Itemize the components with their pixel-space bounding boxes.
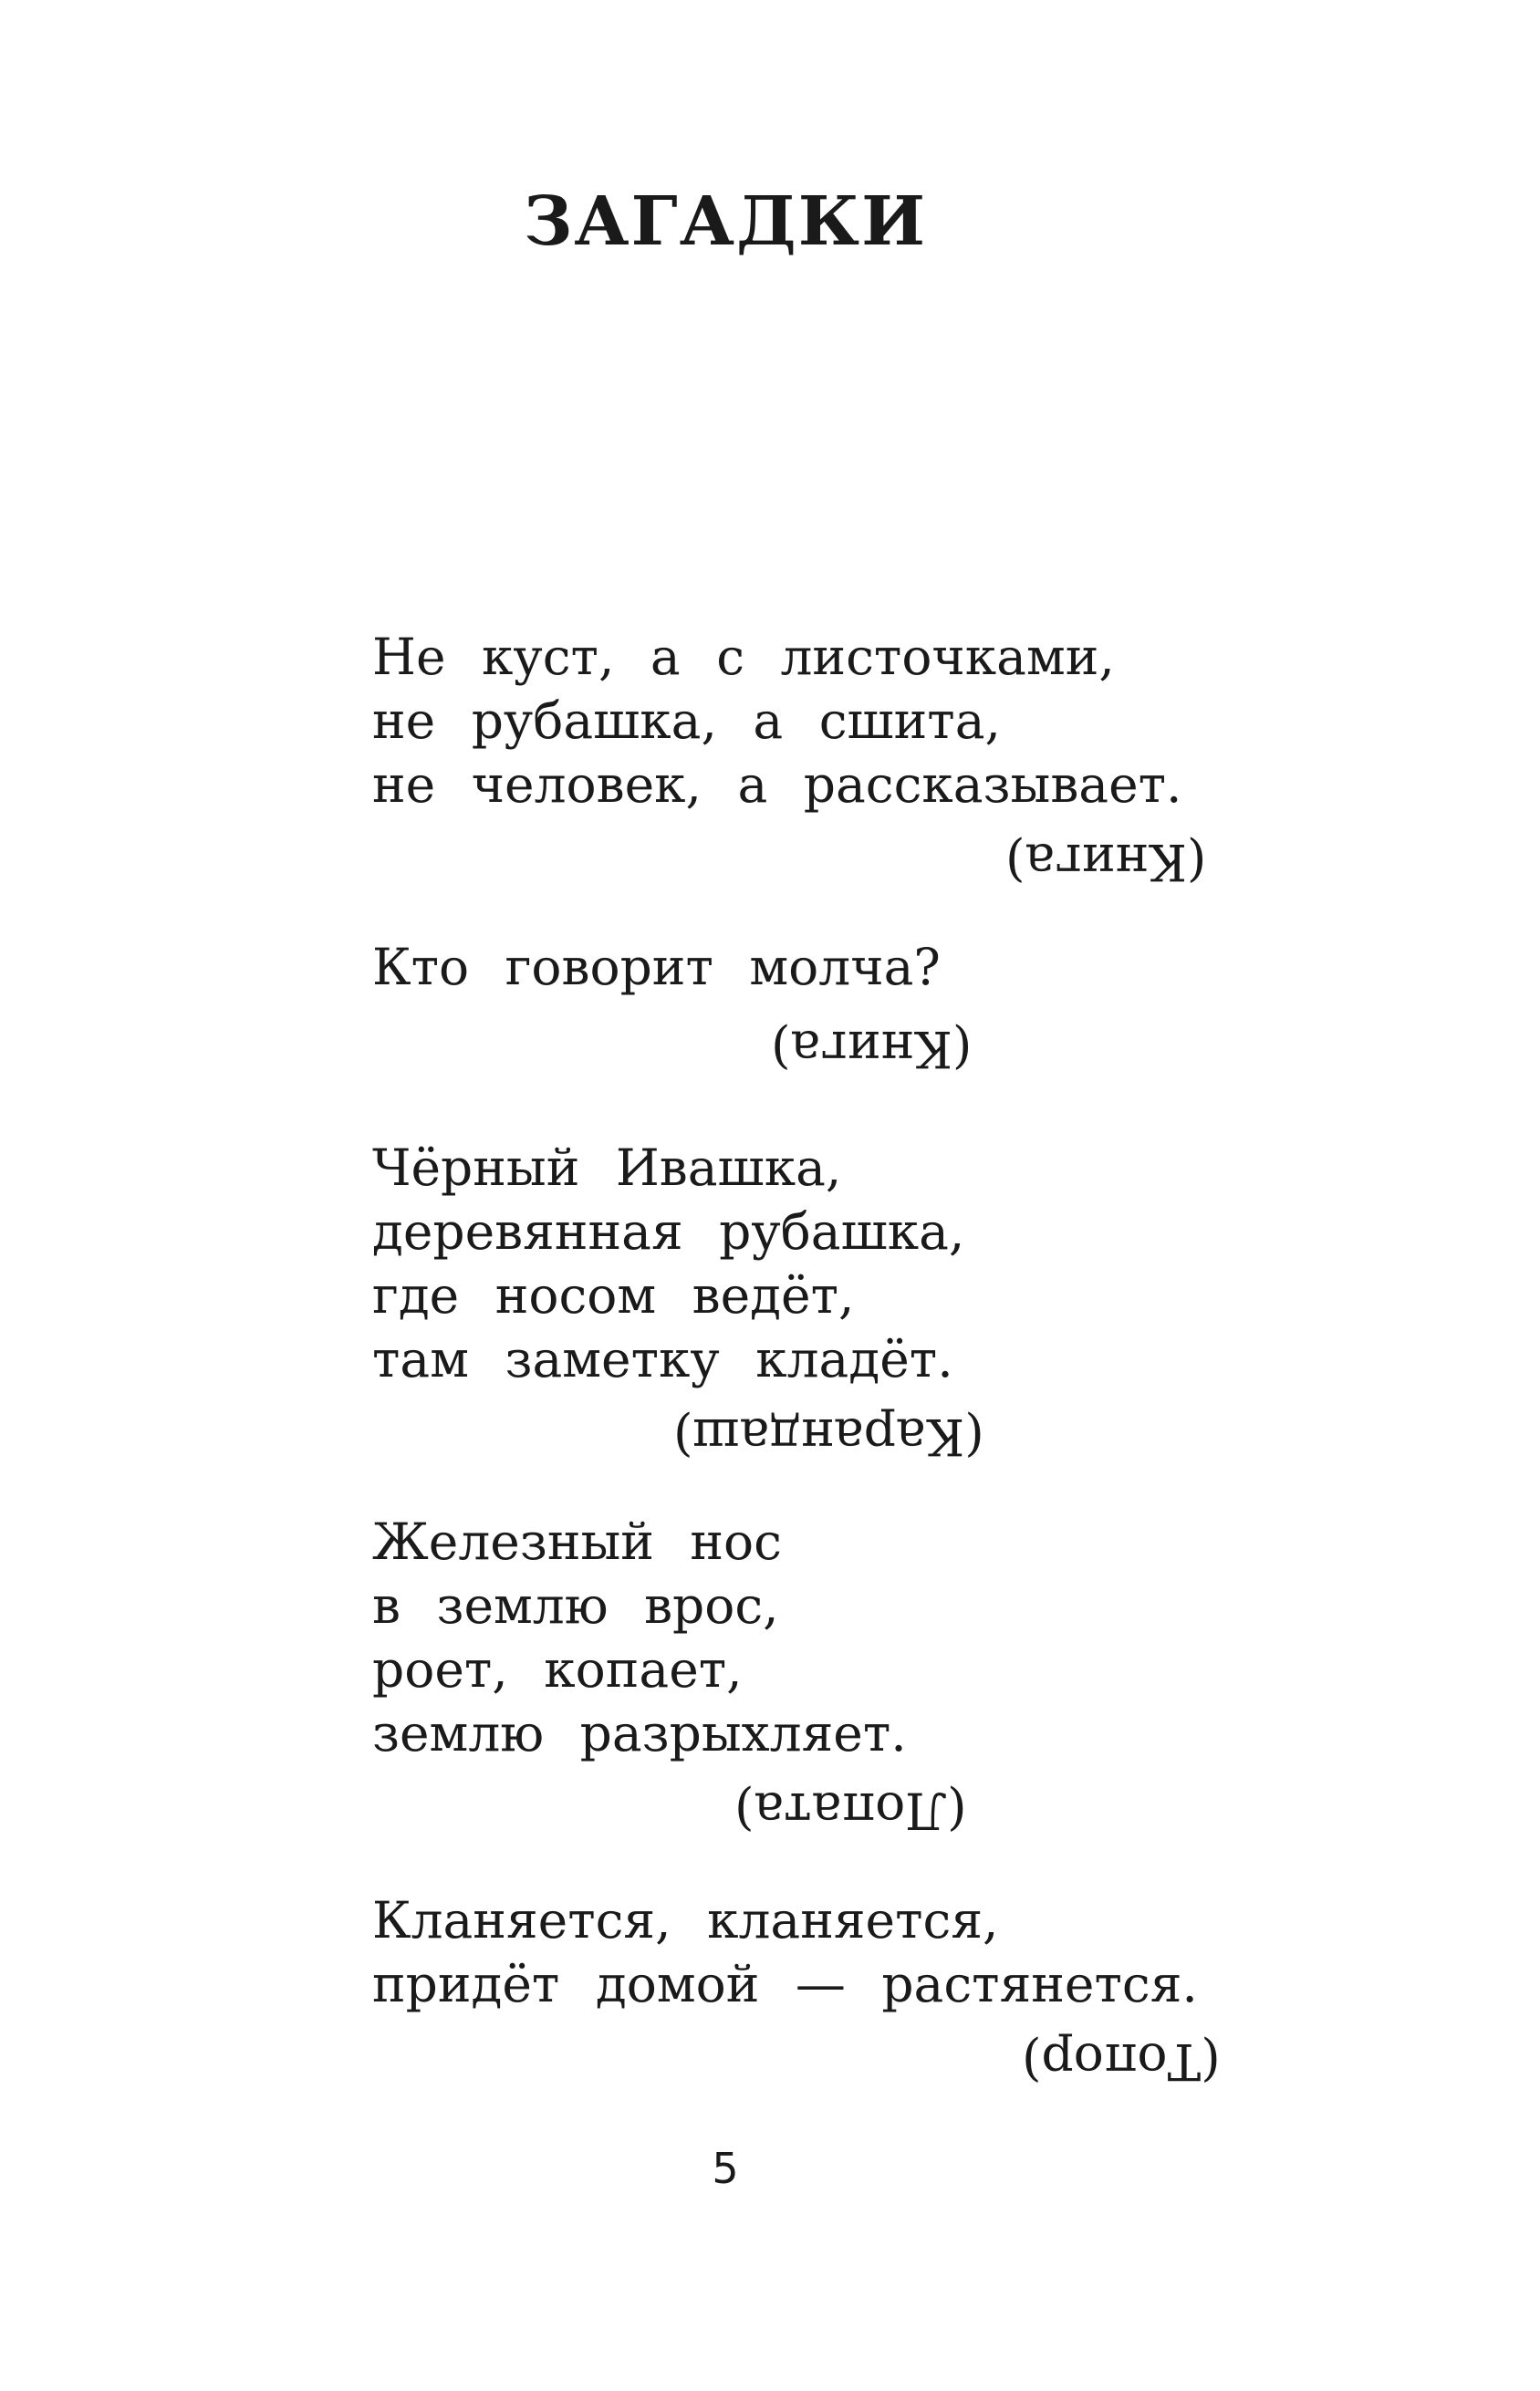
riddle-2 [372, 935, 941, 999]
riddle-line: роет, копает, [372, 1640, 743, 1699]
riddle-line: Не куст, а с листочками, [372, 628, 1115, 686]
riddle-3 [372, 1136, 964, 1391]
riddle-1 [372, 625, 1182, 816]
riddle-5 [372, 1888, 1198, 2016]
riddle-line: землю разрыхляет. [372, 1704, 907, 1762]
page-title: ЗАГАДКИ [523, 182, 928, 261]
riddle-line: Кто говорит молча? [372, 938, 941, 996]
riddle-line: Железный нос [372, 1513, 782, 1571]
riddle-answer: (Топор) [1022, 2032, 1221, 2091]
riddle-answer: (Лопата) [734, 1782, 967, 1840]
page-number: 5 [712, 2144, 739, 2193]
riddle-line: придёт домой — растянется. [372, 1955, 1198, 2013]
riddle-line: не рубашка, а сшита, [372, 691, 1001, 750]
riddle-line: где носом ведёт, [372, 1266, 855, 1325]
riddle-line: Кланяется, кланяется, [372, 1891, 999, 1949]
riddle-answer: (Книга) [1005, 833, 1207, 891]
riddle-line: Чёрный Ивашка, [372, 1138, 842, 1197]
riddle-line: там заметку кладёт. [372, 1330, 953, 1388]
riddle-line: деревянная рубашка, [372, 1202, 965, 1261]
riddle-line: в землю врос, [372, 1576, 779, 1635]
riddle-answer: (Карандаш) [673, 1408, 984, 1466]
riddle-4 [372, 1510, 907, 1765]
riddle-line: не человек, а рассказывает. [372, 755, 1182, 814]
riddle-answer: (Книга) [771, 1020, 973, 1078]
